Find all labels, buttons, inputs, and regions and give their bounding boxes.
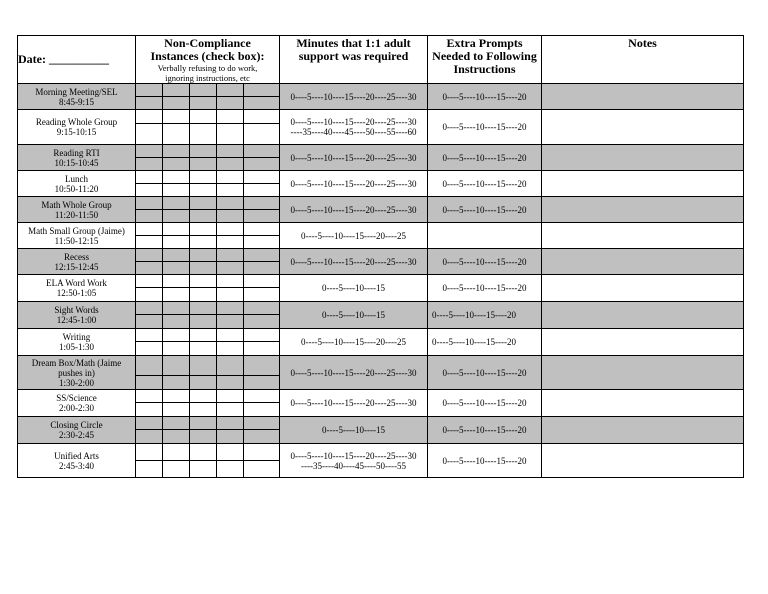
prompts-scale-text: 0----5----10----15----20 bbox=[442, 122, 527, 132]
noncompliance-checkbox[interactable] bbox=[217, 197, 244, 210]
noncompliance-checkbox[interactable] bbox=[217, 444, 244, 461]
prompts-scale-text: 0----5----10----15----20 bbox=[442, 204, 527, 215]
prompts-header bbox=[428, 36, 542, 84]
prompts-scale[interactable] bbox=[428, 249, 542, 275]
noncompliance-checkbox[interactable] bbox=[136, 403, 163, 417]
schedule-row bbox=[18, 329, 744, 342]
noncompliance-checkbox[interactable] bbox=[190, 249, 217, 262]
noncompliance-checkbox[interactable] bbox=[244, 262, 280, 275]
activity-text: pushes in) bbox=[58, 367, 95, 378]
schedule-row bbox=[18, 84, 744, 97]
minutes-scale-text: 0----5----10----15----20----25----30 bbox=[290, 256, 417, 267]
noncompliance-checkbox[interactable] bbox=[190, 171, 217, 184]
noncompliance-checkbox[interactable] bbox=[163, 275, 190, 288]
noncompliance-checkbox[interactable] bbox=[244, 223, 280, 236]
noncompliance-checkbox[interactable] bbox=[217, 145, 244, 158]
noncompliance-checkbox[interactable] bbox=[244, 210, 280, 223]
noncompliance-checkbox[interactable] bbox=[190, 197, 217, 210]
noncompliance-checkbox[interactable] bbox=[217, 124, 244, 145]
noncompliance-checkbox[interactable] bbox=[217, 184, 244, 197]
prompts-title-3: Instructions bbox=[453, 62, 516, 76]
noncompliance-checkbox[interactable] bbox=[163, 124, 190, 145]
prompts-scale-text: 0----5----10----15----20 bbox=[432, 310, 516, 320]
noncompliance-checkbox[interactable] bbox=[136, 356, 163, 376]
noncompliance-checkbox[interactable] bbox=[190, 275, 217, 288]
noncompliance-checkbox[interactable] bbox=[136, 124, 163, 145]
noncompliance-checkbox[interactable] bbox=[136, 97, 163, 110]
noncompliance-checkbox[interactable] bbox=[244, 390, 280, 403]
activity-text: Math Whole Group bbox=[41, 199, 112, 210]
noncompliance-checkbox[interactable] bbox=[244, 145, 280, 158]
prompts-scale[interactable] bbox=[428, 356, 542, 390]
minutes-scale-text: 0----5----10----15 bbox=[322, 425, 385, 435]
noncompliance-checkbox[interactable] bbox=[244, 84, 280, 97]
notes-cell[interactable] bbox=[542, 390, 744, 417]
notes-cell[interactable] bbox=[542, 275, 744, 302]
activity-text: Reading Whole Group bbox=[35, 117, 118, 127]
noncompliance-checkbox[interactable] bbox=[244, 184, 280, 197]
activity-cell bbox=[18, 197, 136, 223]
schedule-row bbox=[18, 197, 744, 210]
noncompliance-checkbox[interactable] bbox=[244, 249, 280, 262]
minutes-scale[interactable] bbox=[280, 197, 428, 223]
noncompliance-checkbox[interactable] bbox=[244, 171, 280, 184]
header-row bbox=[18, 36, 744, 84]
noncompliance-checkbox[interactable] bbox=[136, 444, 163, 461]
notes-cell[interactable] bbox=[542, 444, 744, 478]
noncompliance-checkbox[interactable] bbox=[190, 356, 217, 376]
noncompliance-checkbox[interactable] bbox=[163, 417, 190, 430]
noncompliance-checkbox[interactable] bbox=[190, 84, 217, 97]
noncompliance-checkbox[interactable] bbox=[217, 171, 244, 184]
noncompliance-checkbox[interactable] bbox=[136, 197, 163, 210]
noncompliance-checkbox[interactable] bbox=[136, 461, 163, 478]
prompts-scale[interactable] bbox=[428, 145, 542, 171]
activity-text: ELA Word Work bbox=[46, 278, 107, 288]
activity-text: 2:45-3:40 bbox=[59, 460, 94, 471]
noncompliance-checkbox[interactable] bbox=[217, 275, 244, 288]
noncompliance-checkbox[interactable] bbox=[244, 158, 280, 171]
minutes-scale-text: 0----5----10----15----20----25----30 bbox=[290, 178, 417, 189]
noncompliance-checkbox[interactable] bbox=[190, 403, 217, 417]
activity-text: 8:45-9:15 bbox=[59, 96, 94, 107]
minutes-scale[interactable] bbox=[280, 275, 428, 302]
activity-text: Writing bbox=[62, 332, 91, 342]
noncompliance-checkbox[interactable] bbox=[244, 197, 280, 210]
minutes-scale[interactable] bbox=[280, 329, 428, 356]
prompts-scale[interactable] bbox=[428, 84, 542, 110]
noncompliance-checkbox[interactable] bbox=[163, 403, 190, 417]
minutes-scale-text: 0----5----10----15----20----25 bbox=[301, 230, 406, 241]
notes-cell[interactable] bbox=[542, 171, 744, 197]
noncompliance-checkbox[interactable] bbox=[244, 444, 280, 461]
noncompliance-checkbox[interactable] bbox=[136, 84, 163, 97]
noncompliance-checkbox[interactable] bbox=[190, 97, 217, 110]
noncompliance-checkbox[interactable] bbox=[190, 124, 217, 145]
noncompliance-checkbox[interactable] bbox=[217, 403, 244, 417]
notes-title: Notes bbox=[628, 36, 657, 50]
activity-text: Dream Box/Math (Jaime bbox=[31, 357, 122, 368]
activity-cell bbox=[18, 110, 136, 145]
noncompliance-checkbox[interactable] bbox=[163, 461, 190, 478]
noncompliance-checkbox[interactable] bbox=[163, 390, 190, 403]
notes-cell[interactable] bbox=[542, 197, 744, 223]
notes-cell[interactable] bbox=[542, 356, 744, 390]
minutes-scale[interactable] bbox=[280, 356, 428, 390]
noncompliance-checkbox[interactable] bbox=[163, 171, 190, 184]
prompts-scale[interactable] bbox=[428, 275, 542, 302]
prompts-scale-text: 0----5----10----15----20 bbox=[442, 256, 527, 267]
noncompliance-checkbox[interactable] bbox=[190, 288, 217, 302]
noncompliance-checkbox[interactable] bbox=[190, 184, 217, 197]
activity-cell bbox=[18, 329, 136, 356]
prompts-scale-text: 0----5----10----15----20 bbox=[442, 367, 527, 378]
noncompliance-checkbox[interactable] bbox=[190, 390, 217, 403]
activity-cell bbox=[18, 444, 136, 478]
minutes-header bbox=[280, 36, 428, 84]
schedule-row bbox=[18, 171, 744, 184]
prompts-scale[interactable] bbox=[428, 223, 542, 249]
activity-cell bbox=[18, 171, 136, 197]
noncompliance-checkbox[interactable] bbox=[244, 403, 280, 417]
minutes-scale-text: 0----5----10----15----20----25----30 bbox=[290, 117, 417, 127]
minutes-scale-text: ----35----40----45----50----55 bbox=[301, 460, 406, 471]
minutes-scale[interactable] bbox=[280, 223, 428, 249]
date-field-label[interactable]: Date: __________ bbox=[18, 36, 136, 84]
prompts-scale[interactable] bbox=[428, 197, 542, 223]
activity-cell bbox=[18, 145, 136, 171]
noncompliance-checkbox[interactable] bbox=[244, 315, 280, 329]
noncompliance-checkbox[interactable] bbox=[136, 417, 163, 430]
noncompliance-checkbox[interactable] bbox=[217, 390, 244, 403]
schedule-row bbox=[18, 275, 744, 288]
activity-text: 10:50-11:20 bbox=[54, 183, 99, 194]
noncompliance-checkbox[interactable] bbox=[244, 97, 280, 110]
minutes-scale[interactable] bbox=[280, 444, 428, 478]
notes-cell[interactable] bbox=[542, 417, 744, 444]
prompts-title-2: Needed to Following bbox=[432, 49, 537, 63]
prompts-scale-text: 0----5----10----15----20 bbox=[442, 455, 527, 466]
activity-cell bbox=[18, 275, 136, 302]
minutes-scale[interactable] bbox=[280, 390, 428, 417]
noncompliance-checkbox[interactable] bbox=[217, 342, 244, 356]
schedule-row bbox=[18, 390, 744, 403]
minutes-scale[interactable] bbox=[280, 171, 428, 197]
noncompliance-checkbox[interactable] bbox=[136, 110, 163, 124]
noncompliance-checkbox[interactable] bbox=[163, 84, 190, 97]
prompts-scale[interactable] bbox=[428, 417, 542, 444]
prompts-scale[interactable] bbox=[428, 329, 542, 356]
noncompliance-checkbox[interactable] bbox=[217, 210, 244, 223]
noncompliance-checkbox[interactable] bbox=[163, 158, 190, 171]
minutes-scale-text: 0----5----10----15----20----25----30 bbox=[290, 367, 417, 378]
schedule-row bbox=[18, 249, 744, 262]
noncompliance-checkbox[interactable] bbox=[190, 342, 217, 356]
schedule-row bbox=[18, 302, 744, 315]
noncompliance-checkbox[interactable] bbox=[136, 376, 163, 390]
noncompliance-checkbox[interactable] bbox=[244, 417, 280, 430]
noncompliance-checkbox[interactable] bbox=[163, 110, 190, 124]
schedule-row bbox=[18, 145, 744, 158]
prompts-scale-text: 0----5----10----15----20 bbox=[442, 91, 527, 102]
notes-header bbox=[542, 36, 744, 84]
noncompliance-checkbox[interactable] bbox=[244, 356, 280, 376]
activity-cell bbox=[18, 417, 136, 444]
noncompliance-checkbox[interactable] bbox=[163, 288, 190, 302]
minutes-scale-text: 0----5----10----15----20----25----30 bbox=[290, 204, 417, 215]
noncompliance-checkbox[interactable] bbox=[190, 262, 217, 275]
noncompliance-checkbox[interactable] bbox=[244, 376, 280, 390]
notes-cell[interactable] bbox=[542, 110, 744, 145]
noncompliance-checkbox[interactable] bbox=[136, 315, 163, 329]
noncompliance-checkbox[interactable] bbox=[163, 249, 190, 262]
noncompliance-checkbox[interactable] bbox=[190, 223, 217, 236]
noncompliance-checkbox[interactable] bbox=[136, 329, 163, 342]
noncompliance-checkbox[interactable] bbox=[217, 302, 244, 315]
minutes-scale-text: 0----5----10----15 bbox=[322, 283, 385, 293]
noncompliance-checkbox[interactable] bbox=[163, 262, 190, 275]
activity-text: 12:50-1:05 bbox=[56, 288, 97, 298]
noncompliance-checkbox[interactable] bbox=[217, 97, 244, 110]
noncompliance-checkbox[interactable] bbox=[217, 84, 244, 97]
noncompliance-checkbox[interactable] bbox=[163, 210, 190, 223]
notes-cell[interactable] bbox=[542, 302, 744, 329]
activity-cell bbox=[18, 249, 136, 275]
minutes-scale-text: 0----5----10----15----20----25----30 bbox=[290, 152, 417, 163]
minutes-scale-text: 0----5----10----15----20----25 bbox=[301, 337, 406, 347]
noncompliance-checkbox[interactable] bbox=[217, 356, 244, 376]
noncompliance-checkbox[interactable] bbox=[244, 236, 280, 249]
noncompliance-checkbox[interactable] bbox=[217, 315, 244, 329]
noncompliance-checkbox[interactable] bbox=[244, 275, 280, 288]
minutes-scale[interactable] bbox=[280, 145, 428, 171]
noncompliance-checkbox[interactable] bbox=[244, 110, 280, 124]
prompts-title-1: Extra Prompts bbox=[446, 36, 523, 50]
schedule-row bbox=[18, 417, 744, 430]
noncompliance-checkbox[interactable] bbox=[163, 145, 190, 158]
notes-cell[interactable] bbox=[542, 223, 744, 249]
noncompliance-checkbox[interactable] bbox=[190, 158, 217, 171]
notes-cell[interactable] bbox=[542, 84, 744, 110]
activity-cell bbox=[18, 84, 136, 110]
prompts-scale-text: 0----5----10----15----20 bbox=[442, 398, 527, 408]
noncompliance-checkbox[interactable] bbox=[136, 184, 163, 197]
noncompliance-checkbox[interactable] bbox=[244, 461, 280, 478]
noncompliance-checkbox[interactable] bbox=[136, 236, 163, 249]
activity-text: Unified Arts bbox=[54, 450, 99, 461]
noncompliance-checkbox[interactable] bbox=[244, 430, 280, 444]
activity-text: 10:15-10:45 bbox=[54, 157, 99, 168]
minutes-scale-text: 0----5----10----15 bbox=[322, 310, 385, 320]
minutes-scale-text: 0----5----10----15----20----25----30 bbox=[290, 398, 417, 408]
noncompliance-checkbox[interactable] bbox=[190, 145, 217, 158]
activity-text: Math Small Group (Jaime) bbox=[28, 225, 125, 236]
activity-text: Recess bbox=[64, 251, 89, 262]
noncompliance-note-1: Verbally refusing to do work, bbox=[157, 63, 258, 73]
minutes-title-2: support was required bbox=[298, 49, 409, 63]
prompts-scale[interactable] bbox=[428, 390, 542, 417]
minutes-scale-text: 0----5----10----15----20----25----30 bbox=[290, 450, 417, 461]
activity-text: 11:50-12:15 bbox=[54, 235, 99, 246]
prompts-scale-text: 0----5----10----15----20 bbox=[432, 337, 516, 347]
activity-text: SS/Science bbox=[56, 393, 97, 403]
schedule-row bbox=[18, 110, 744, 124]
schedule-row bbox=[18, 444, 744, 461]
schedule-row bbox=[18, 223, 744, 236]
noncompliance-checkbox[interactable] bbox=[217, 329, 244, 342]
noncompliance-checkbox[interactable] bbox=[190, 210, 217, 223]
noncompliance-checkbox[interactable] bbox=[217, 288, 244, 302]
noncompliance-checkbox[interactable] bbox=[136, 288, 163, 302]
noncompliance-title-2: Instances (check box): bbox=[150, 49, 265, 63]
minutes-scale[interactable] bbox=[280, 302, 428, 329]
noncompliance-title-1: Non-Compliance bbox=[164, 36, 251, 50]
noncompliance-checkbox[interactable] bbox=[190, 110, 217, 124]
prompts-scale-text: 0----5----10----15----20 bbox=[442, 178, 527, 189]
activity-cell bbox=[18, 223, 136, 249]
prompts-scale-text: 0----5----10----15----20 bbox=[442, 425, 527, 435]
noncompliance-checkbox[interactable] bbox=[244, 302, 280, 315]
noncompliance-checkbox[interactable] bbox=[163, 315, 190, 329]
minutes-title-1: Minutes that 1:1 adult bbox=[296, 36, 411, 50]
log-body bbox=[18, 84, 744, 478]
activity-text: Morning Meeting/SEL bbox=[35, 86, 118, 97]
noncompliance-checkbox[interactable] bbox=[217, 461, 244, 478]
activity-text: Sight Words bbox=[54, 305, 99, 315]
minutes-scale[interactable] bbox=[280, 417, 428, 444]
noncompliance-checkbox[interactable] bbox=[136, 302, 163, 315]
noncompliance-checkbox[interactable] bbox=[244, 124, 280, 145]
noncompliance-checkbox[interactable] bbox=[136, 390, 163, 403]
noncompliance-checkbox[interactable] bbox=[163, 97, 190, 110]
minutes-scale[interactable] bbox=[280, 110, 428, 145]
prompts-scale[interactable] bbox=[428, 110, 542, 145]
noncompliance-checkbox[interactable] bbox=[163, 430, 190, 444]
noncompliance-checkbox[interactable] bbox=[136, 275, 163, 288]
activity-cell bbox=[18, 390, 136, 417]
activity-text: Closing Circle bbox=[50, 420, 103, 430]
noncompliance-checkbox[interactable] bbox=[163, 184, 190, 197]
noncompliance-checkbox[interactable] bbox=[217, 417, 244, 430]
minutes-scale[interactable] bbox=[280, 249, 428, 275]
noncompliance-checkbox[interactable] bbox=[190, 302, 217, 315]
noncompliance-checkbox[interactable] bbox=[136, 262, 163, 275]
notes-cell[interactable] bbox=[542, 249, 744, 275]
noncompliance-checkbox[interactable] bbox=[163, 444, 190, 461]
noncompliance-checkbox[interactable] bbox=[136, 210, 163, 223]
noncompliance-checkbox[interactable] bbox=[217, 158, 244, 171]
prompts-scale[interactable] bbox=[428, 302, 542, 329]
noncompliance-checkbox[interactable] bbox=[163, 329, 190, 342]
activity-text: Lunch bbox=[65, 173, 88, 184]
noncompliance-checkbox[interactable] bbox=[163, 223, 190, 236]
noncompliance-checkbox[interactable] bbox=[136, 158, 163, 171]
noncompliance-checkbox[interactable] bbox=[190, 444, 217, 461]
noncompliance-checkbox[interactable] bbox=[163, 197, 190, 210]
noncompliance-checkbox[interactable] bbox=[217, 262, 244, 275]
activity-text: 12:15-12:45 bbox=[54, 261, 99, 272]
notes-cell[interactable] bbox=[542, 145, 744, 171]
noncompliance-checkbox[interactable] bbox=[136, 249, 163, 262]
activity-text: Reading RTI bbox=[53, 147, 100, 158]
noncompliance-checkbox[interactable] bbox=[217, 430, 244, 444]
prompts-scale-text: 0----5----10----15----20 bbox=[442, 152, 527, 163]
prompts-scale-text: 0----5----10----15----20 bbox=[442, 283, 527, 293]
prompts-scale[interactable] bbox=[428, 171, 542, 197]
minutes-scale[interactable] bbox=[280, 84, 428, 110]
noncompliance-checkbox[interactable] bbox=[217, 249, 244, 262]
noncompliance-checkbox[interactable] bbox=[136, 145, 163, 158]
noncompliance-checkbox[interactable] bbox=[244, 342, 280, 356]
noncompliance-checkbox[interactable] bbox=[244, 288, 280, 302]
activity-text: 1:05-1:30 bbox=[59, 342, 94, 352]
noncompliance-checkbox[interactable] bbox=[190, 430, 217, 444]
noncompliance-checkbox[interactable] bbox=[163, 302, 190, 315]
noncompliance-checkbox[interactable] bbox=[136, 342, 163, 356]
noncompliance-checkbox[interactable] bbox=[190, 329, 217, 342]
activity-text: 11:20-11:50 bbox=[54, 209, 99, 220]
activity-text: 12:45-1:00 bbox=[56, 315, 97, 325]
notes-cell[interactable] bbox=[542, 329, 744, 356]
noncompliance-checkbox[interactable] bbox=[217, 236, 244, 249]
activity-text: 2:00-2:30 bbox=[59, 403, 94, 413]
noncompliance-checkbox[interactable] bbox=[217, 223, 244, 236]
noncompliance-note-2: ignoring instructions, etc bbox=[165, 73, 250, 83]
activity-cell bbox=[18, 356, 136, 390]
noncompliance-checkbox[interactable] bbox=[136, 430, 163, 444]
noncompliance-checkbox[interactable] bbox=[163, 236, 190, 249]
noncompliance-checkbox[interactable] bbox=[190, 236, 217, 249]
minutes-scale-text: ----35----40----45----50----55----60 bbox=[290, 127, 417, 137]
noncompliance-checkbox[interactable] bbox=[163, 376, 190, 390]
noncompliance-checkbox[interactable] bbox=[136, 223, 163, 236]
activity-text: 9:15-10:15 bbox=[56, 127, 97, 137]
minutes-scale-text: 0----5----10----15----20----25----30 bbox=[290, 91, 417, 102]
noncompliance-checkbox[interactable] bbox=[190, 376, 217, 390]
noncompliance-checkbox[interactable] bbox=[163, 342, 190, 356]
prompts-scale[interactable] bbox=[428, 444, 542, 478]
activity-cell bbox=[18, 302, 136, 329]
noncompliance-checkbox[interactable] bbox=[136, 171, 163, 184]
noncompliance-checkbox[interactable] bbox=[190, 315, 217, 329]
noncompliance-checkbox[interactable] bbox=[217, 110, 244, 124]
behavior-log-table bbox=[17, 35, 744, 478]
activity-text: 1:30-2:00 bbox=[59, 377, 94, 388]
noncompliance-header bbox=[136, 36, 280, 84]
activity-text: 2:30-2:45 bbox=[59, 430, 94, 440]
noncompliance-checkbox[interactable] bbox=[217, 376, 244, 390]
noncompliance-checkbox[interactable] bbox=[190, 461, 217, 478]
noncompliance-checkbox[interactable] bbox=[244, 329, 280, 342]
schedule-row bbox=[18, 356, 744, 376]
noncompliance-checkbox[interactable] bbox=[190, 417, 217, 430]
noncompliance-checkbox[interactable] bbox=[163, 356, 190, 376]
